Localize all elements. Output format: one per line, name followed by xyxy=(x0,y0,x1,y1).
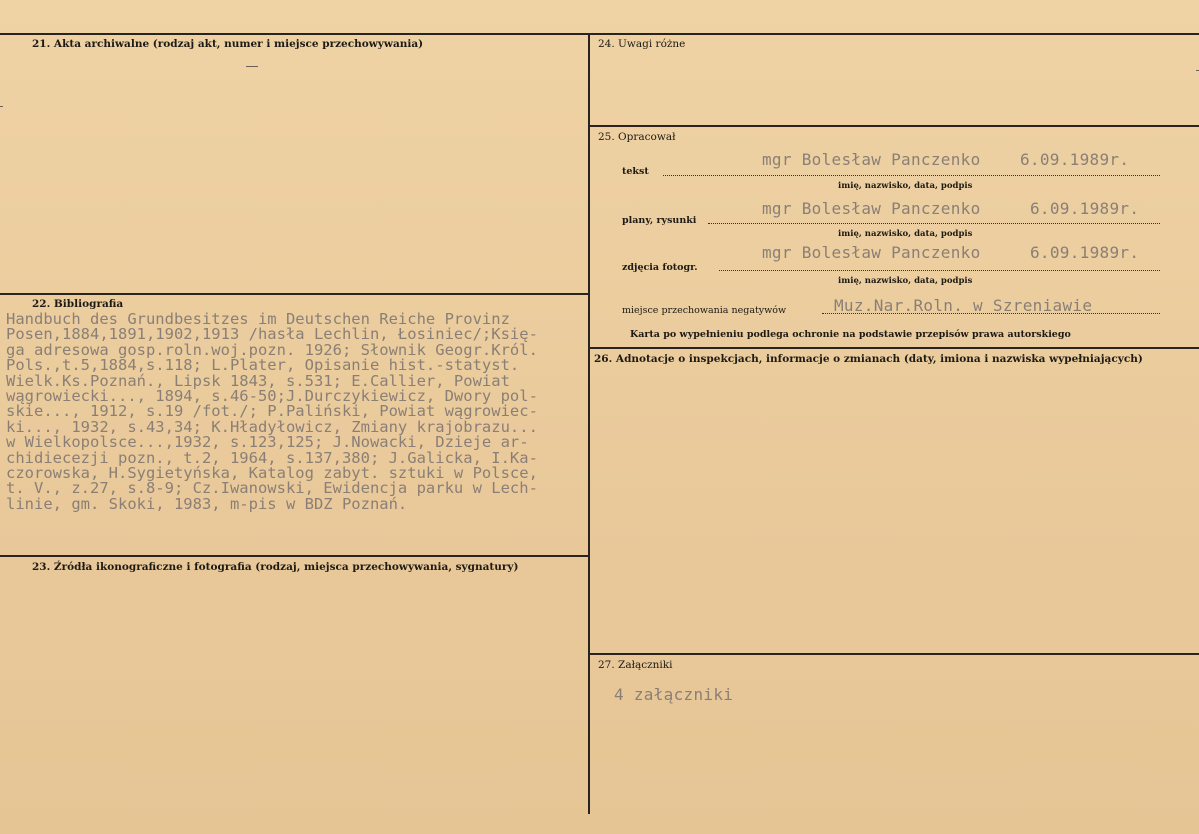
plany-author: mgr Bolesław Panczenko xyxy=(762,199,981,218)
divider-22-23 xyxy=(0,555,590,557)
plany-label: plany, rysunki xyxy=(622,215,697,226)
section-25-label: 25. Opracował xyxy=(598,131,676,143)
zdjecia-author: mgr Bolesław Panczenko xyxy=(762,243,981,262)
section-21-label: 21. Akta archiwalne (rodzaj akt, numer i miejsce przechowywania) xyxy=(32,38,424,50)
zdjecia-date: 6.09.1989r. xyxy=(1030,243,1140,262)
bibliography-line: linie, gm. Skoki, 1983, m-pis w BDZ Poznań. xyxy=(6,494,408,513)
tekst-author: mgr Bolesław Panczenko xyxy=(762,150,981,169)
top-border xyxy=(0,33,1199,35)
negatywy-label: miejsce przechowania negatywów xyxy=(622,305,787,316)
bibliography-line: ga adresowa gosp.roln.woj.pozn. 1926; Słownik Geogr.Król. xyxy=(6,340,538,359)
negatywy-value: Muz.Nar.Roln. w Szreniawie xyxy=(834,296,1093,315)
plany-line xyxy=(708,223,1160,224)
section-23-label: 23. Źródła ikonograficzne i fotografia (rodzaj, miejsca przechowywania, sygnatury) xyxy=(32,561,519,573)
bibliography-line: ki..., 1932, s.43,34; K.Hładyłowicz, Zmiany krajobrazu... xyxy=(6,417,538,436)
copyright-notice: Karta po wypełnieniu podlega ochronie na podstawie przepisów prawa autorskiego xyxy=(630,329,1071,340)
bibliography-line: Posen,1884,1891,1902,1913 /hasła Lechlin, Łosiniec/;Księ- xyxy=(6,325,538,344)
tekst-hint: imię, nazwisko, data, podpis xyxy=(838,181,973,191)
zdjecia-hint: imię, nazwisko, data, podpis xyxy=(838,276,973,286)
section-22-label: 22. Bibliografia xyxy=(32,298,124,310)
zdjecia-label: zdjęcia fotogr. xyxy=(622,262,698,273)
divider-26-27 xyxy=(588,653,1199,655)
bibliography-line: skie..., 1912, s.19 /fot./; P.Paliński, Powiat wągrowiec- xyxy=(6,402,538,421)
section-24-label: 24. Uwagi różne xyxy=(598,38,686,50)
margin-tick xyxy=(0,106,3,107)
bibliography-line: t. V., z.27, s.8-9; Cz.Iwanowski, Ewidencja parku w Lech- xyxy=(6,479,538,498)
section-26-label: 26. Adnotacje o inspekcjach, informacje o zmianach (daty, imiona i nazwiska wypełniających) xyxy=(594,353,1143,365)
tekst-line xyxy=(663,175,1160,176)
bibliography-line: wągrowiecki..., 1894, s.46-50;J.Durczykiewicz, Dwory pol- xyxy=(6,387,538,406)
section-27-label: 27. Załączniki xyxy=(598,659,673,671)
plany-hint: imię, nazwisko, data, podpis xyxy=(838,229,973,239)
zdjecia-line xyxy=(719,270,1160,271)
divider-24-25 xyxy=(588,125,1199,127)
attachments-value: 4 załączniki xyxy=(614,685,734,704)
tekst-date: 6.09.1989r. xyxy=(1020,150,1130,169)
bibliography-line: chidiecezji pozn., t.2, 1964, s.137,380; J.Galicka, I.Ka- xyxy=(6,448,538,467)
divider-21-22 xyxy=(0,293,590,295)
divider-25-26 xyxy=(588,347,1199,349)
bibliography-line: Pols.,t.5,1884,s.118; L.Plater, Opisanie hist.-statyst. xyxy=(6,356,520,375)
bibliography-line: czorowska, H.Sygietyńska, Katalog zabyt. sztuki w Polsce, xyxy=(6,464,538,483)
bibliography-line: w Wielkopolsce...,1932, s.123,125; J.Nowacki, Dzieje ar- xyxy=(6,433,529,452)
bibliography-text xyxy=(6,312,590,512)
tekst-label: tekst xyxy=(622,166,649,177)
bibliography-line: Wielk.Ks.Poznań., Lipsk 1843, s.531; E.Callier, Powiat xyxy=(6,371,510,390)
bibliography-line: Handbuch des Grundbesitzes im Deutschen Reiche Provinz xyxy=(6,310,510,328)
pencil-mark xyxy=(246,66,258,67)
plany-date: 6.09.1989r. xyxy=(1030,199,1140,218)
